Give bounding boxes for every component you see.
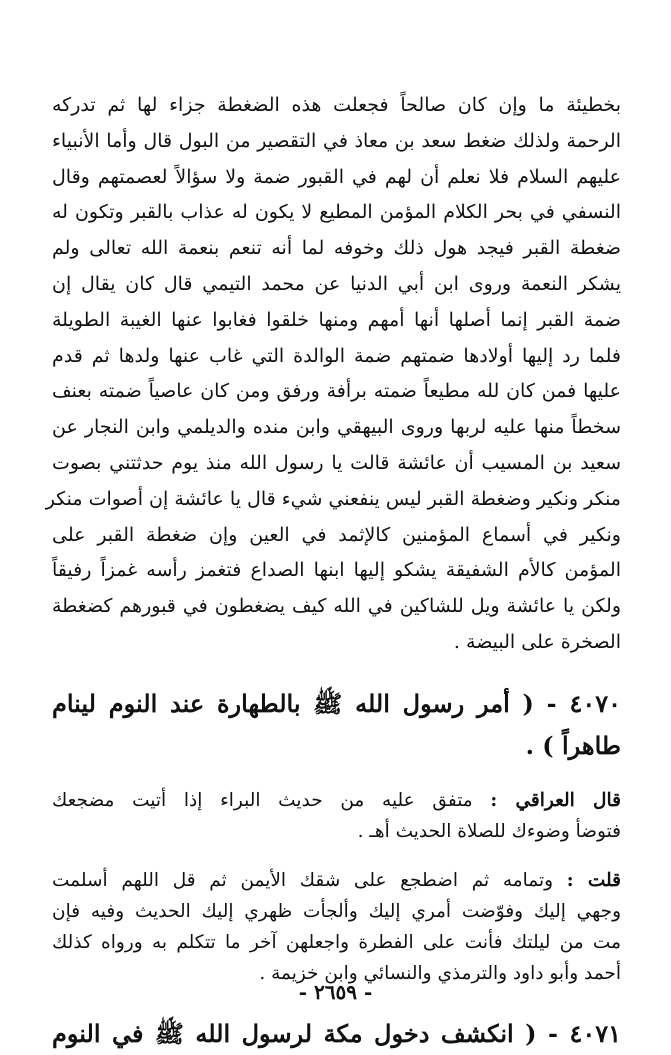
- text-line: بخطيئة ما وإن كان صالحاً فجعلت هذه الضغطة جزاء لها ثم تدركه: [52, 94, 621, 116]
- text-line: فتوضأ وضوءك للصلاة الحديث أهـ .: [357, 820, 621, 842]
- text-line: عليها فمن كان لله مطيعاً ضمته برأفة ورفق ومن كان عاصياً ضمته بعنف: [52, 380, 621, 403]
- text-line: ضغطة القبر فيجد هول ذلك وخوفه لما أنه تنعم بنعمة الله تعالى ولم: [52, 237, 621, 260]
- text-line: المؤمن كالأم الشفيقة يشكو إليها ابنها الصداع فتغمز رأسه غمزاً رفيقاً: [52, 559, 621, 582]
- main-paragraph: [45, 88, 621, 661]
- text-line: النسفي في بحر الكلام المؤمن المطيع لا يكون له عذاب بالقبر وتكون له: [52, 201, 621, 224]
- iraqi-lead: قال العراقي :: [490, 789, 621, 811]
- text-line: مت من ليلتك فأنت على الفطرة واجعلهن آخر ما تتكلم به ورواه كذلك: [52, 931, 621, 953]
- text-line: سعيد بن المسيب أن عائشة قالت يا رسول الله منذ يوم حدثتني بصوت: [52, 451, 621, 474]
- text-line: فلما رد إليها أولادها ضمتهم ضمة الوالدة التي غاب عنها ولدها ثم قدم: [52, 344, 621, 367]
- heading-line: ٤٠٧٠ - ( أمر رسول الله ﷺ بالطهارة عند النوم لينام: [52, 688, 621, 718]
- qult-lead: قلت :: [566, 869, 621, 891]
- heading-line: طاهراً ) .: [525, 730, 621, 760]
- text-line: عليهم السلام فلا نعلم أن لهم في القبور ضمة ولا سؤالاً لعصمتهم وقال: [52, 165, 621, 188]
- iraqi-text: متفق عليه من حديث البراء إذا أتيت مضجعك: [52, 789, 491, 811]
- text-line: ضمة القبر إنما أصلها أنها أمهم ومنها خلقوا فغابوا عنها الغيبة الطويلة: [52, 308, 621, 331]
- text-line: يشكر النعمة وروى ابن أبي الدنيا عن محمد التيمي قال كان يقال إن: [52, 272, 621, 295]
- text-line: الرحمة ولذلك ضغط سعد بن معاذ في التقصير من البول قال وأما الأنبياء: [52, 129, 621, 152]
- text-line: [52, 865, 621, 896]
- text-line: منكر ونكير وضغطة القبر ليس ينفعني شيء قال يا عائشة إن أصوات منكر: [45, 487, 621, 510]
- hadith-heading-4071: ٤٠٧١ - ( انكشف دخول مكة لرسول الله ﷺ في النوم: [52, 1018, 621, 1048]
- text-line: أحمد وأبو داود والترمذي والنسائي وابن خزيمة .: [259, 962, 621, 984]
- iraqi-paragraph: [52, 785, 621, 847]
- page-number: - ٢٦٥٩ -: [298, 980, 373, 1004]
- text-line: الصخرة على البيضة .: [453, 630, 621, 653]
- text-line: ونكير في أسماع المؤمنين كالإثمد في العين وإن ضغطة القبر على: [52, 523, 621, 546]
- qult-text: وتمامه ثم اضطجع على شقك الأيمن ثم قل اللهم أسلمت: [52, 869, 567, 891]
- qult-paragraph: [52, 865, 621, 989]
- text-line: سخطاً منها عليه لربها وروى البيهقي وابن منده والديلمي وابن النجار عن: [52, 416, 621, 439]
- text-line: ولكن يا عائشة ويل للشاكين في الله كيف يضغطون في قبورهم كضغطة: [52, 595, 621, 618]
- text-line: وجهي إليك وفوّضت أمري إليك وألجأت ظهري إليك الحديث وفيه فإن: [52, 900, 621, 922]
- hadith-heading-4070: [52, 683, 621, 767]
- text-line: [52, 785, 621, 816]
